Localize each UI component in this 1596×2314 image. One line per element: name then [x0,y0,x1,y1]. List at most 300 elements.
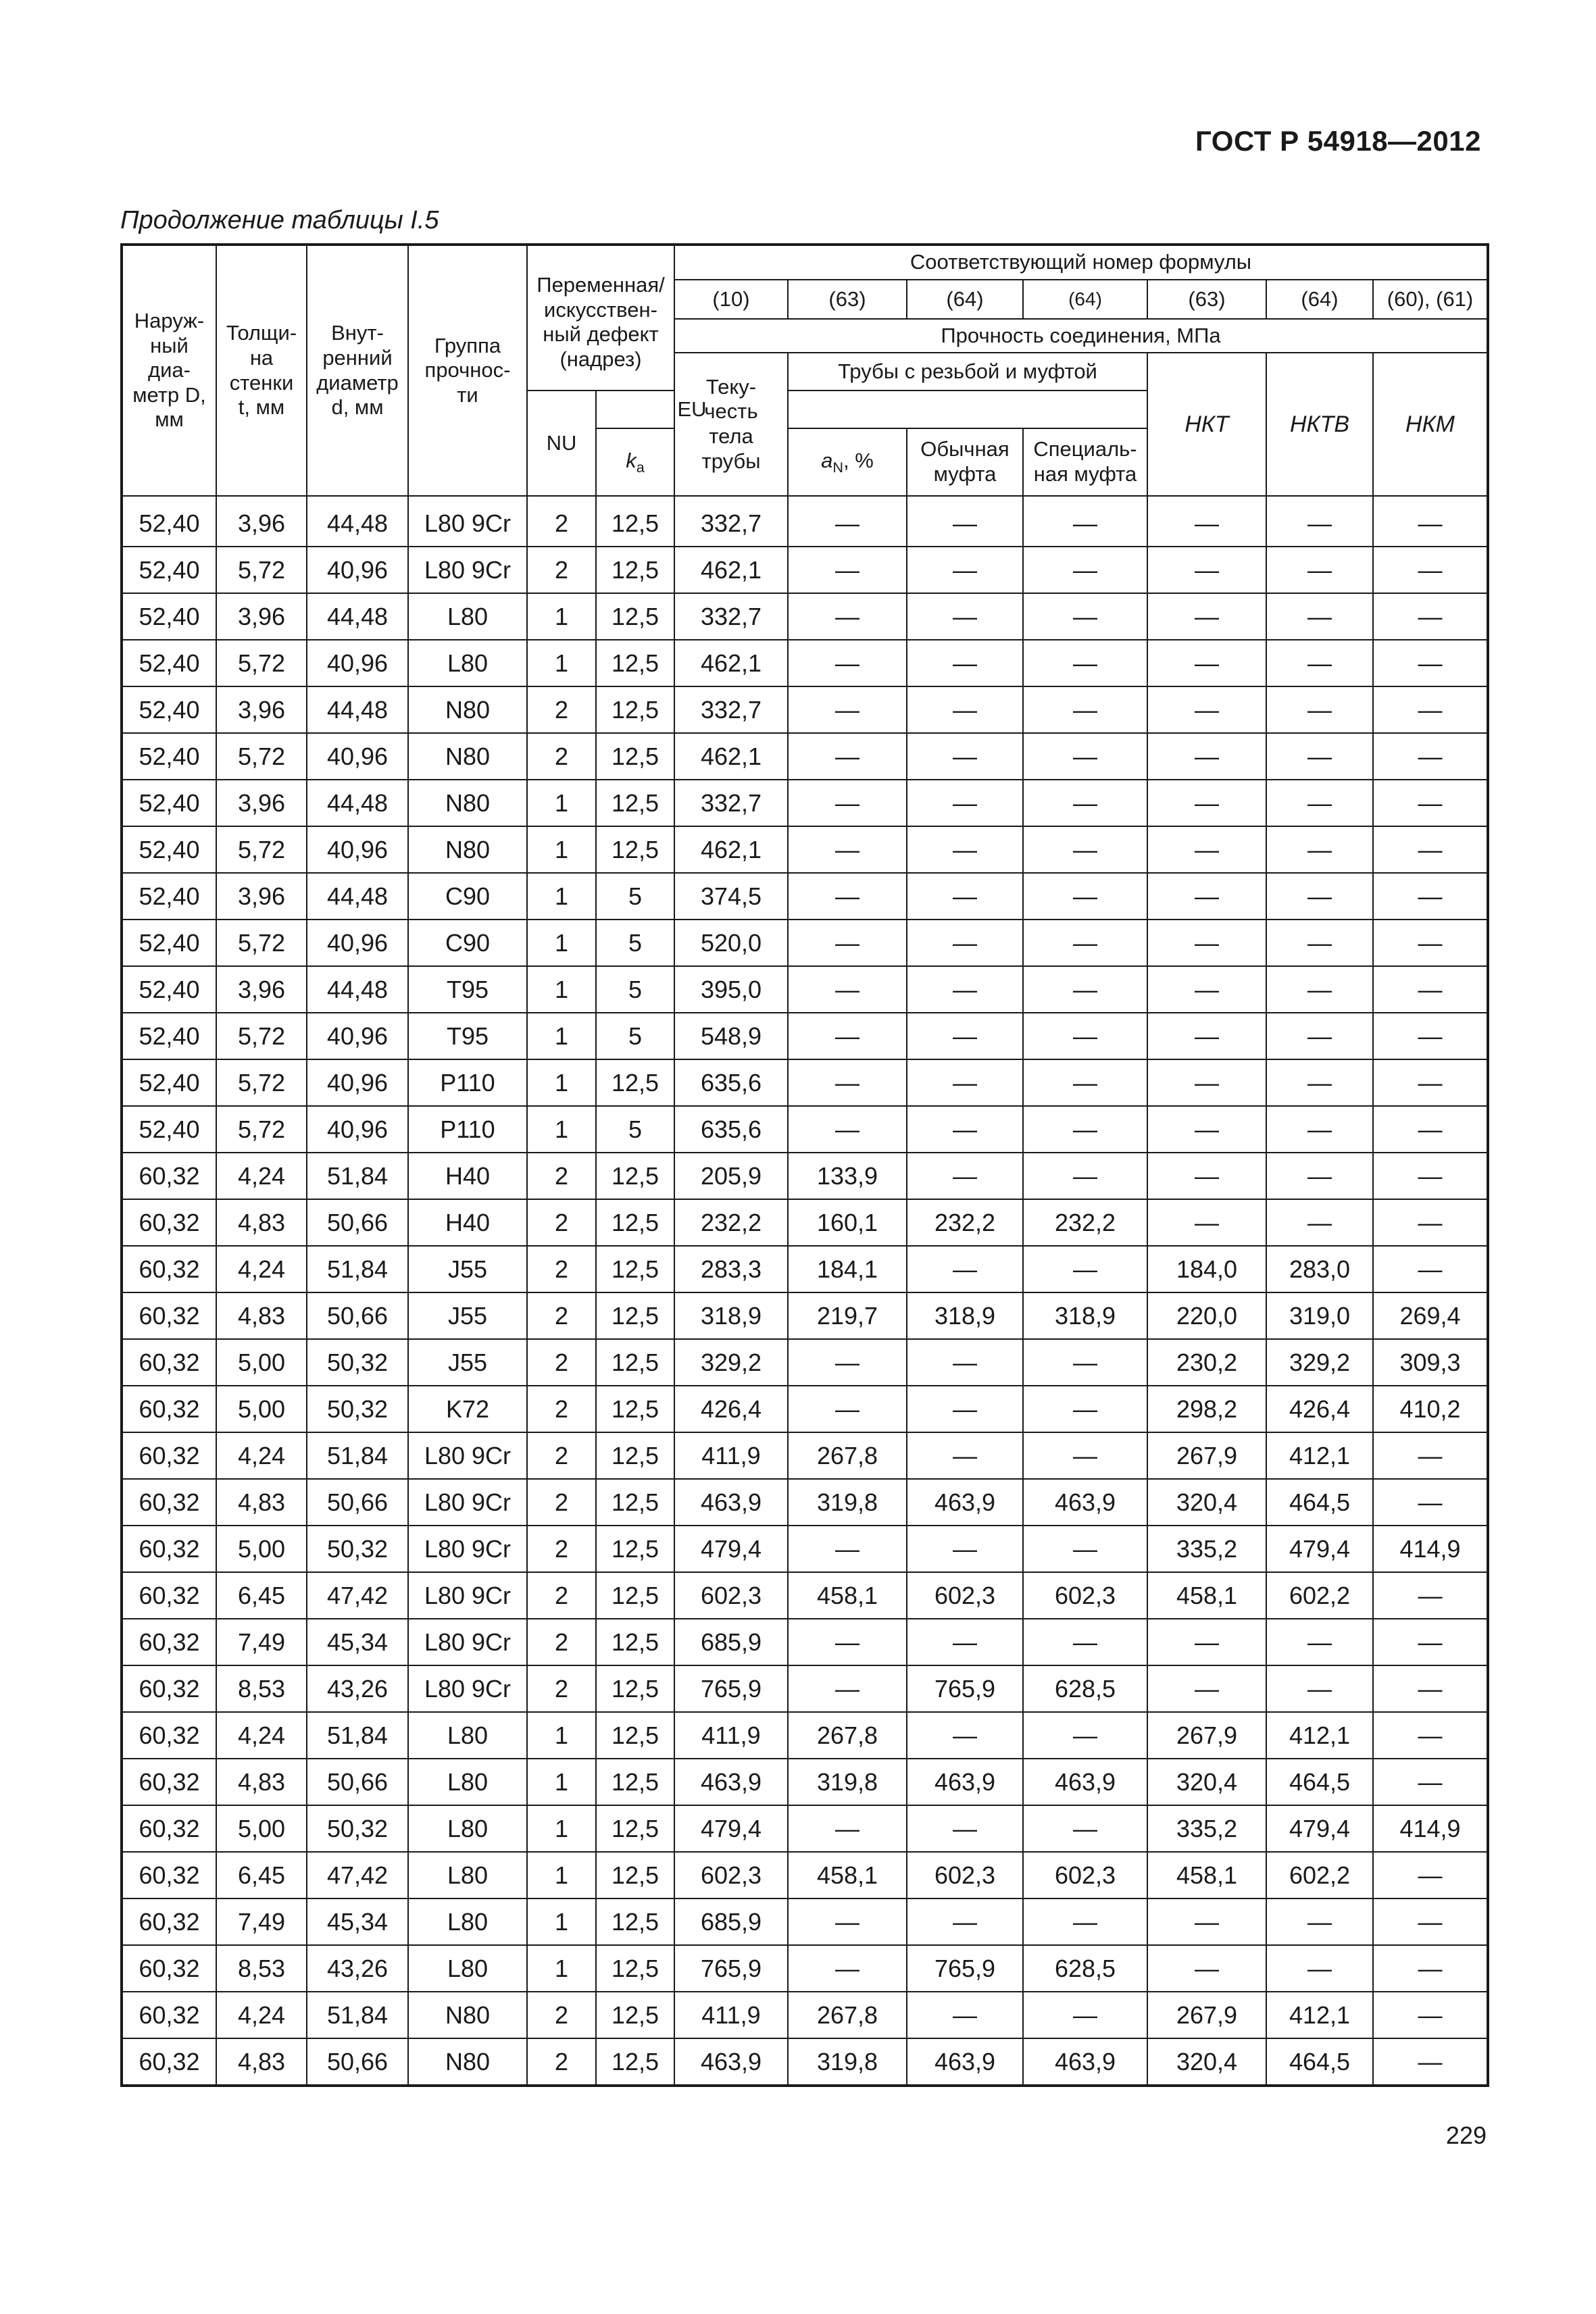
cell-nkm: — [1373,1712,1488,1759]
cell-inner-diameter: 47,42 [307,1852,408,1898]
cell-nu: — [788,1013,907,1059]
cell-eu-special: — [1023,1898,1147,1945]
cell-ka: 1 [527,593,596,640]
cell-eu-regular: — [907,1898,1023,1945]
table-row [122,640,1488,686]
cell-eu-regular: — [907,640,1023,686]
cell-nkm: — [1373,1852,1488,1898]
cell-grade: N80 [408,826,527,873]
cell-eu-special: — [1023,920,1147,966]
cell-nkt: — [1147,873,1266,920]
cell-nkm: 269,4 [1373,1292,1488,1339]
cell-nktv: — [1266,686,1373,733]
cell-an: 12,5 [596,1292,674,1339]
cell-inner-diameter: 44,48 [307,873,408,920]
formula-10: (10) [674,280,788,319]
cell-wall: 3,96 [216,966,307,1013]
cell-outer-diameter: 52,40 [122,593,216,640]
cell-inner-diameter: 45,34 [307,1619,408,1665]
cell-an: 12,5 [596,1199,674,1246]
cell-nkm: — [1373,733,1488,780]
cell-eu-regular: — [907,686,1023,733]
cell-nkm: — [1373,920,1488,966]
cell-outer-diameter: 60,32 [122,1339,216,1386]
cell-ka: 1 [527,1852,596,1898]
col-eu: EU [596,391,788,428]
cell-outer-diameter: 60,32 [122,1852,216,1898]
ka-subscript: a [636,458,645,476]
cell-eu-regular: — [907,1805,1023,1852]
cell-nu: 267,8 [788,1432,907,1479]
cell-nkt: 267,9 [1147,1992,1266,2038]
cell-nu: — [788,1665,907,1712]
cell-body-yield: 520,0 [674,920,788,966]
cell-an: 12,5 [596,780,674,826]
cell-outer-diameter: 60,32 [122,1199,216,1246]
cell-eu-special: — [1023,1992,1147,2038]
cell-nu: — [788,826,907,873]
an-symbol: a [821,448,833,472]
cell-nktv: — [1266,826,1373,873]
cell-grade: N80 [408,2038,527,2086]
cell-nkt: — [1147,826,1266,873]
cell-grade: T95 [408,1013,527,1059]
cell-an: 12,5 [596,1805,674,1852]
cell-inner-diameter: 40,96 [307,826,408,873]
cell-ka: 1 [527,826,596,873]
cell-outer-diameter: 52,40 [122,547,216,593]
cell-nkt: 320,4 [1147,1759,1266,1805]
document-id: ГОСТ Р 54918—2012 [1195,125,1481,157]
cell-outer-diameter: 60,32 [122,1246,216,1292]
cell-body-yield: 332,7 [674,686,788,733]
cell-wall: 5,72 [216,733,307,780]
cell-an: 12,5 [596,1665,674,1712]
cell-wall: 5,00 [216,1386,307,1432]
cell-ka: 2 [527,1292,596,1339]
cell-outer-diameter: 52,40 [122,826,216,873]
cell-an: 12,5 [596,733,674,780]
cell-grade: J55 [408,1246,527,1292]
cell-an: 12,5 [596,2038,674,2086]
cell-body-yield: 635,6 [674,1059,788,1106]
formula-64-special: (64) [1023,280,1147,319]
cell-grade: L80 9Cr [408,1526,527,1572]
cell-nu: — [788,1898,907,1945]
an-suffix: , % [843,448,874,472]
cell-nktv: 426,4 [1266,1386,1373,1432]
cell-an: 5 [596,1013,674,1059]
table-row [122,920,1488,966]
cell-eu-regular: 463,9 [907,1759,1023,1805]
cell-nkt: — [1147,1013,1266,1059]
cell-nu: 319,8 [788,2038,907,2086]
table-row [122,1852,1488,1898]
cell-ka: 1 [527,1106,596,1153]
cell-wall: 5,72 [216,1106,307,1153]
cell-nu: — [788,733,907,780]
cell-ka: 2 [527,686,596,733]
cell-grade: N80 [408,733,527,780]
cell-grade: L80 9Cr [408,1479,527,1526]
table-row [122,873,1488,920]
cell-nu: 267,8 [788,1712,907,1759]
cell-nktv: — [1266,966,1373,1013]
cell-nkm: — [1373,1059,1488,1106]
col-strength-grade: Группа прочнос- ти [408,245,527,496]
cell-an: 12,5 [596,1759,674,1805]
cell-inner-diameter: 51,84 [307,1246,408,1292]
cell-eu-special: — [1023,1386,1147,1432]
cell-nkm: — [1373,686,1488,733]
table-row [122,1665,1488,1712]
cell-nktv: — [1266,1153,1373,1199]
cell-wall: 4,83 [216,1199,307,1246]
table-row [122,1432,1488,1479]
cell-nkt: — [1147,1945,1266,1992]
cell-grade: L80 9Cr [408,496,527,547]
cell-nktv: 412,1 [1266,1432,1373,1479]
cell-ka: 2 [527,1572,596,1619]
cell-ka: 1 [527,1712,596,1759]
cell-nkm: — [1373,780,1488,826]
cell-eu-regular: — [907,1526,1023,1572]
cell-ka: 2 [527,1526,596,1572]
cell-wall: 4,83 [216,1292,307,1339]
cell-an: 12,5 [596,1572,674,1619]
cell-inner-diameter: 50,32 [307,1526,408,1572]
table-row [122,1526,1488,1572]
cell-outer-diameter: 60,32 [122,1572,216,1619]
table-row [122,966,1488,1013]
an-subscript: N [832,458,844,476]
cell-nkt: 298,2 [1147,1386,1266,1432]
cell-wall: 8,53 [216,1665,307,1712]
cell-grade: C90 [408,873,527,920]
cell-ka: 2 [527,1386,596,1432]
cell-inner-diameter: 50,32 [307,1386,408,1432]
cell-outer-diameter: 52,40 [122,640,216,686]
cell-nkm: — [1373,1199,1488,1246]
cell-nu: — [788,780,907,826]
cell-wall: 4,24 [216,1153,307,1199]
cell-eu-special: — [1023,1106,1147,1153]
cell-eu-regular: — [907,1386,1023,1432]
cell-ka: 2 [527,2038,596,2086]
cell-eu-special: — [1023,1339,1147,1386]
cell-nktv: 602,2 [1266,1572,1373,1619]
cell-body-yield: 411,9 [674,1992,788,2038]
cell-nkt: — [1147,780,1266,826]
cell-nkt: — [1147,733,1266,780]
cell-wall: 5,00 [216,1805,307,1852]
cell-body-yield: 205,9 [674,1153,788,1199]
cell-inner-diameter: 44,48 [307,593,408,640]
cell-grade: T95 [408,966,527,1013]
cell-outer-diameter: 52,40 [122,1106,216,1153]
cell-an: 5 [596,1106,674,1153]
cell-eu-special: — [1023,1246,1147,1292]
cell-ka: 1 [527,1805,596,1852]
cell-ka: 1 [527,780,596,826]
cell-eu-regular: 463,9 [907,2038,1023,2086]
cell-wall: 3,96 [216,496,307,547]
cell-eu-regular: — [907,780,1023,826]
cell-eu-special: — [1023,1712,1147,1759]
cell-nktv: — [1266,1106,1373,1153]
cell-an: 12,5 [596,1619,674,1665]
cell-inner-diameter: 50,66 [307,2038,408,2086]
cell-eu-special: 628,5 [1023,1665,1147,1712]
cell-nktv: — [1266,1665,1373,1712]
cell-wall: 5,72 [216,547,307,593]
cell-grade: L80 [408,640,527,686]
cell-nu: — [788,920,907,966]
cell-eu-special: — [1023,1805,1147,1852]
cell-an: 12,5 [596,1712,674,1759]
cell-eu-special: — [1023,780,1147,826]
cell-inner-diameter: 50,66 [307,1479,408,1526]
formula-60-61: (60), (61) [1373,280,1488,319]
cell-outer-diameter: 52,40 [122,966,216,1013]
cell-nkm: — [1373,1619,1488,1665]
cell-eu-regular: — [907,1992,1023,2038]
cell-body-yield: 548,9 [674,1013,788,1059]
cell-grade: N80 [408,1992,527,2038]
cell-nkm: 309,3 [1373,1339,1488,1386]
cell-nu: — [788,1526,907,1572]
cell-inner-diameter: 40,96 [307,640,408,686]
cell-eu-special: 602,3 [1023,1852,1147,1898]
cell-an: 12,5 [596,1898,674,1945]
cell-eu-special: 602,3 [1023,1572,1147,1619]
cell-inner-diameter: 40,96 [307,1059,408,1106]
cell-wall: 5,72 [216,826,307,873]
cell-nu: — [788,873,907,920]
cell-outer-diameter: 60,32 [122,1479,216,1526]
cell-ka: 2 [527,1619,596,1665]
cell-ka: 1 [527,1898,596,1945]
cell-nkt: — [1147,1665,1266,1712]
cell-eu-special: 463,9 [1023,1759,1147,1805]
cell-nkm: — [1373,547,1488,593]
cell-nktv: — [1266,496,1373,547]
table-row [122,1945,1488,1992]
cell-wall: 4,24 [216,1432,307,1479]
cell-body-yield: 411,9 [674,1432,788,1479]
cell-an: 12,5 [596,1386,674,1432]
cell-eu-regular: — [907,873,1023,920]
cell-eu-special: — [1023,1619,1147,1665]
cell-inner-diameter: 51,84 [307,1153,408,1199]
cell-grade: L80 9Cr [408,1432,527,1479]
cell-outer-diameter: 52,40 [122,686,216,733]
cell-nu: — [788,966,907,1013]
col-ka [596,428,674,496]
cell-body-yield: 374,5 [674,873,788,920]
cell-nktv: — [1266,1898,1373,1945]
cell-ka: 1 [527,1759,596,1805]
cell-outer-diameter: 60,32 [122,1945,216,1992]
cell-wall: 3,96 [216,686,307,733]
cell-body-yield: 462,1 [674,733,788,780]
cell-eu-special: — [1023,733,1147,780]
cell-wall: 5,72 [216,920,307,966]
cell-eu-special: — [1023,640,1147,686]
cell-nkt: 184,0 [1147,1246,1266,1292]
cell-an: 12,5 [596,1526,674,1572]
cell-eu-special: — [1023,496,1147,547]
cell-body-yield: 329,2 [674,1339,788,1386]
cell-nu: — [788,496,907,547]
cell-eu-regular: — [907,733,1023,780]
cell-eu-special: — [1023,1059,1147,1106]
cell-nkm: — [1373,1479,1488,1526]
cell-outer-diameter: 60,32 [122,1292,216,1339]
cell-nu: — [788,640,907,686]
cell-nu: — [788,1106,907,1153]
cell-body-yield: 685,9 [674,1619,788,1665]
cell-nktv: — [1266,1059,1373,1106]
cell-nu: 160,1 [788,1199,907,1246]
cell-ka: 2 [527,1153,596,1199]
cell-grade: P110 [408,1059,527,1106]
cell-outer-diameter: 52,40 [122,1059,216,1106]
cell-nkm: — [1373,873,1488,920]
cell-grade: N80 [408,780,527,826]
cell-eu-special: — [1023,966,1147,1013]
cell-outer-diameter: 52,40 [122,1013,216,1059]
cell-body-yield: 463,9 [674,1759,788,1805]
cell-nktv: — [1266,920,1373,966]
cell-inner-diameter: 45,34 [307,1898,408,1945]
cell-nktv: — [1266,1199,1373,1246]
cell-nkt: 220,0 [1147,1292,1266,1339]
col-inner-diameter: Внут- ренний диаметр d, мм [307,245,408,496]
cell-nkm: — [1373,1759,1488,1805]
cell-inner-diameter: 44,48 [307,496,408,547]
col-nkt: НКТ [1147,353,1266,496]
cell-wall: 3,96 [216,593,307,640]
table-row [122,1106,1488,1153]
cell-an: 12,5 [596,1153,674,1199]
cell-nkm: — [1373,1572,1488,1619]
cell-an: 12,5 [596,1945,674,1992]
cell-nktv: — [1266,547,1373,593]
cell-body-yield: 685,9 [674,1898,788,1945]
table-row [122,1386,1488,1432]
cell-grade: H40 [408,1153,527,1199]
cell-body-yield: 232,2 [674,1199,788,1246]
cell-grade: H40 [408,1199,527,1246]
cell-nkm: — [1373,2038,1488,2086]
cell-grade: L80 [408,1805,527,1852]
cell-nktv: — [1266,1013,1373,1059]
cell-wall: 6,45 [216,1852,307,1898]
cell-nktv: — [1266,733,1373,780]
cell-eu-regular: 232,2 [907,1199,1023,1246]
cell-outer-diameter: 60,32 [122,1759,216,1805]
cell-eu-special: 232,2 [1023,1199,1147,1246]
formula-63: (63) [788,280,907,319]
table-row [122,2038,1488,2086]
cell-ka: 2 [527,1246,596,1292]
cell-inner-diameter: 51,84 [307,1712,408,1759]
cell-nkm: — [1373,966,1488,1013]
cell-wall: 4,83 [216,2038,307,2086]
col-defect-group: Переменная/ искусствен- ный дефект (надрез) [527,245,674,391]
col-special-coupling: Специаль- ная муфта [1023,428,1147,496]
table-row [122,1479,1488,1526]
cell-grade: L80 9Cr [408,1572,527,1619]
cell-wall: 5,72 [216,640,307,686]
cell-nkt: — [1147,547,1266,593]
table-row [122,733,1488,780]
cell-nkt: 320,4 [1147,2038,1266,2086]
formula-64: (64) [907,280,1023,319]
cell-body-yield: 395,0 [674,966,788,1013]
col-regular-coupling: Обычная муфта [907,428,1023,496]
cell-nktv: 464,5 [1266,2038,1373,2086]
cell-nktv: 464,5 [1266,1759,1373,1805]
cell-wall: 5,72 [216,1013,307,1059]
cell-ka: 2 [527,1665,596,1712]
cell-nkt: — [1147,496,1266,547]
cell-ka: 1 [527,1945,596,1992]
cell-outer-diameter: 52,40 [122,496,216,547]
cell-ka: 1 [527,1013,596,1059]
cell-body-yield: 283,3 [674,1246,788,1292]
cell-eu-special: — [1023,873,1147,920]
cell-grade: L80 [408,1945,527,1992]
cell-eu-regular: — [907,547,1023,593]
cell-outer-diameter: 52,40 [122,780,216,826]
cell-wall: 6,45 [216,1572,307,1619]
cell-eu-special: — [1023,593,1147,640]
cell-eu-special: 628,5 [1023,1945,1147,1992]
cell-outer-diameter: 60,32 [122,1386,216,1432]
cell-wall: 7,49 [216,1619,307,1665]
formula-63-nkt: (63) [1147,280,1266,319]
cell-outer-diameter: 60,32 [122,1619,216,1665]
cell-nkt: 335,2 [1147,1805,1266,1852]
cell-nu: — [788,547,907,593]
cell-wall: 4,83 [216,1759,307,1805]
cell-grade: L80 [408,1852,527,1898]
cell-an: 12,5 [596,496,674,547]
cell-wall: 3,96 [216,780,307,826]
cell-nu: — [788,1059,907,1106]
cell-nkt: 458,1 [1147,1852,1266,1898]
cell-inner-diameter: 43,26 [307,1665,408,1712]
cell-nu: 319,8 [788,1759,907,1805]
cell-inner-diameter: 50,66 [307,1292,408,1339]
table-row [122,1759,1488,1805]
cell-nu: — [788,1945,907,1992]
cell-inner-diameter: 47,42 [307,1572,408,1619]
cell-an: 12,5 [596,640,674,686]
cell-an: 12,5 [596,1432,674,1479]
cell-nu: — [788,1805,907,1852]
cell-eu-regular: — [907,826,1023,873]
cell-eu-special: — [1023,547,1147,593]
cell-nu: 267,8 [788,1992,907,2038]
cell-an: 5 [596,920,674,966]
cell-an: 12,5 [596,547,674,593]
cell-inner-diameter: 40,96 [307,733,408,780]
table-row [122,1292,1488,1339]
cell-an: 12,5 [596,1059,674,1106]
